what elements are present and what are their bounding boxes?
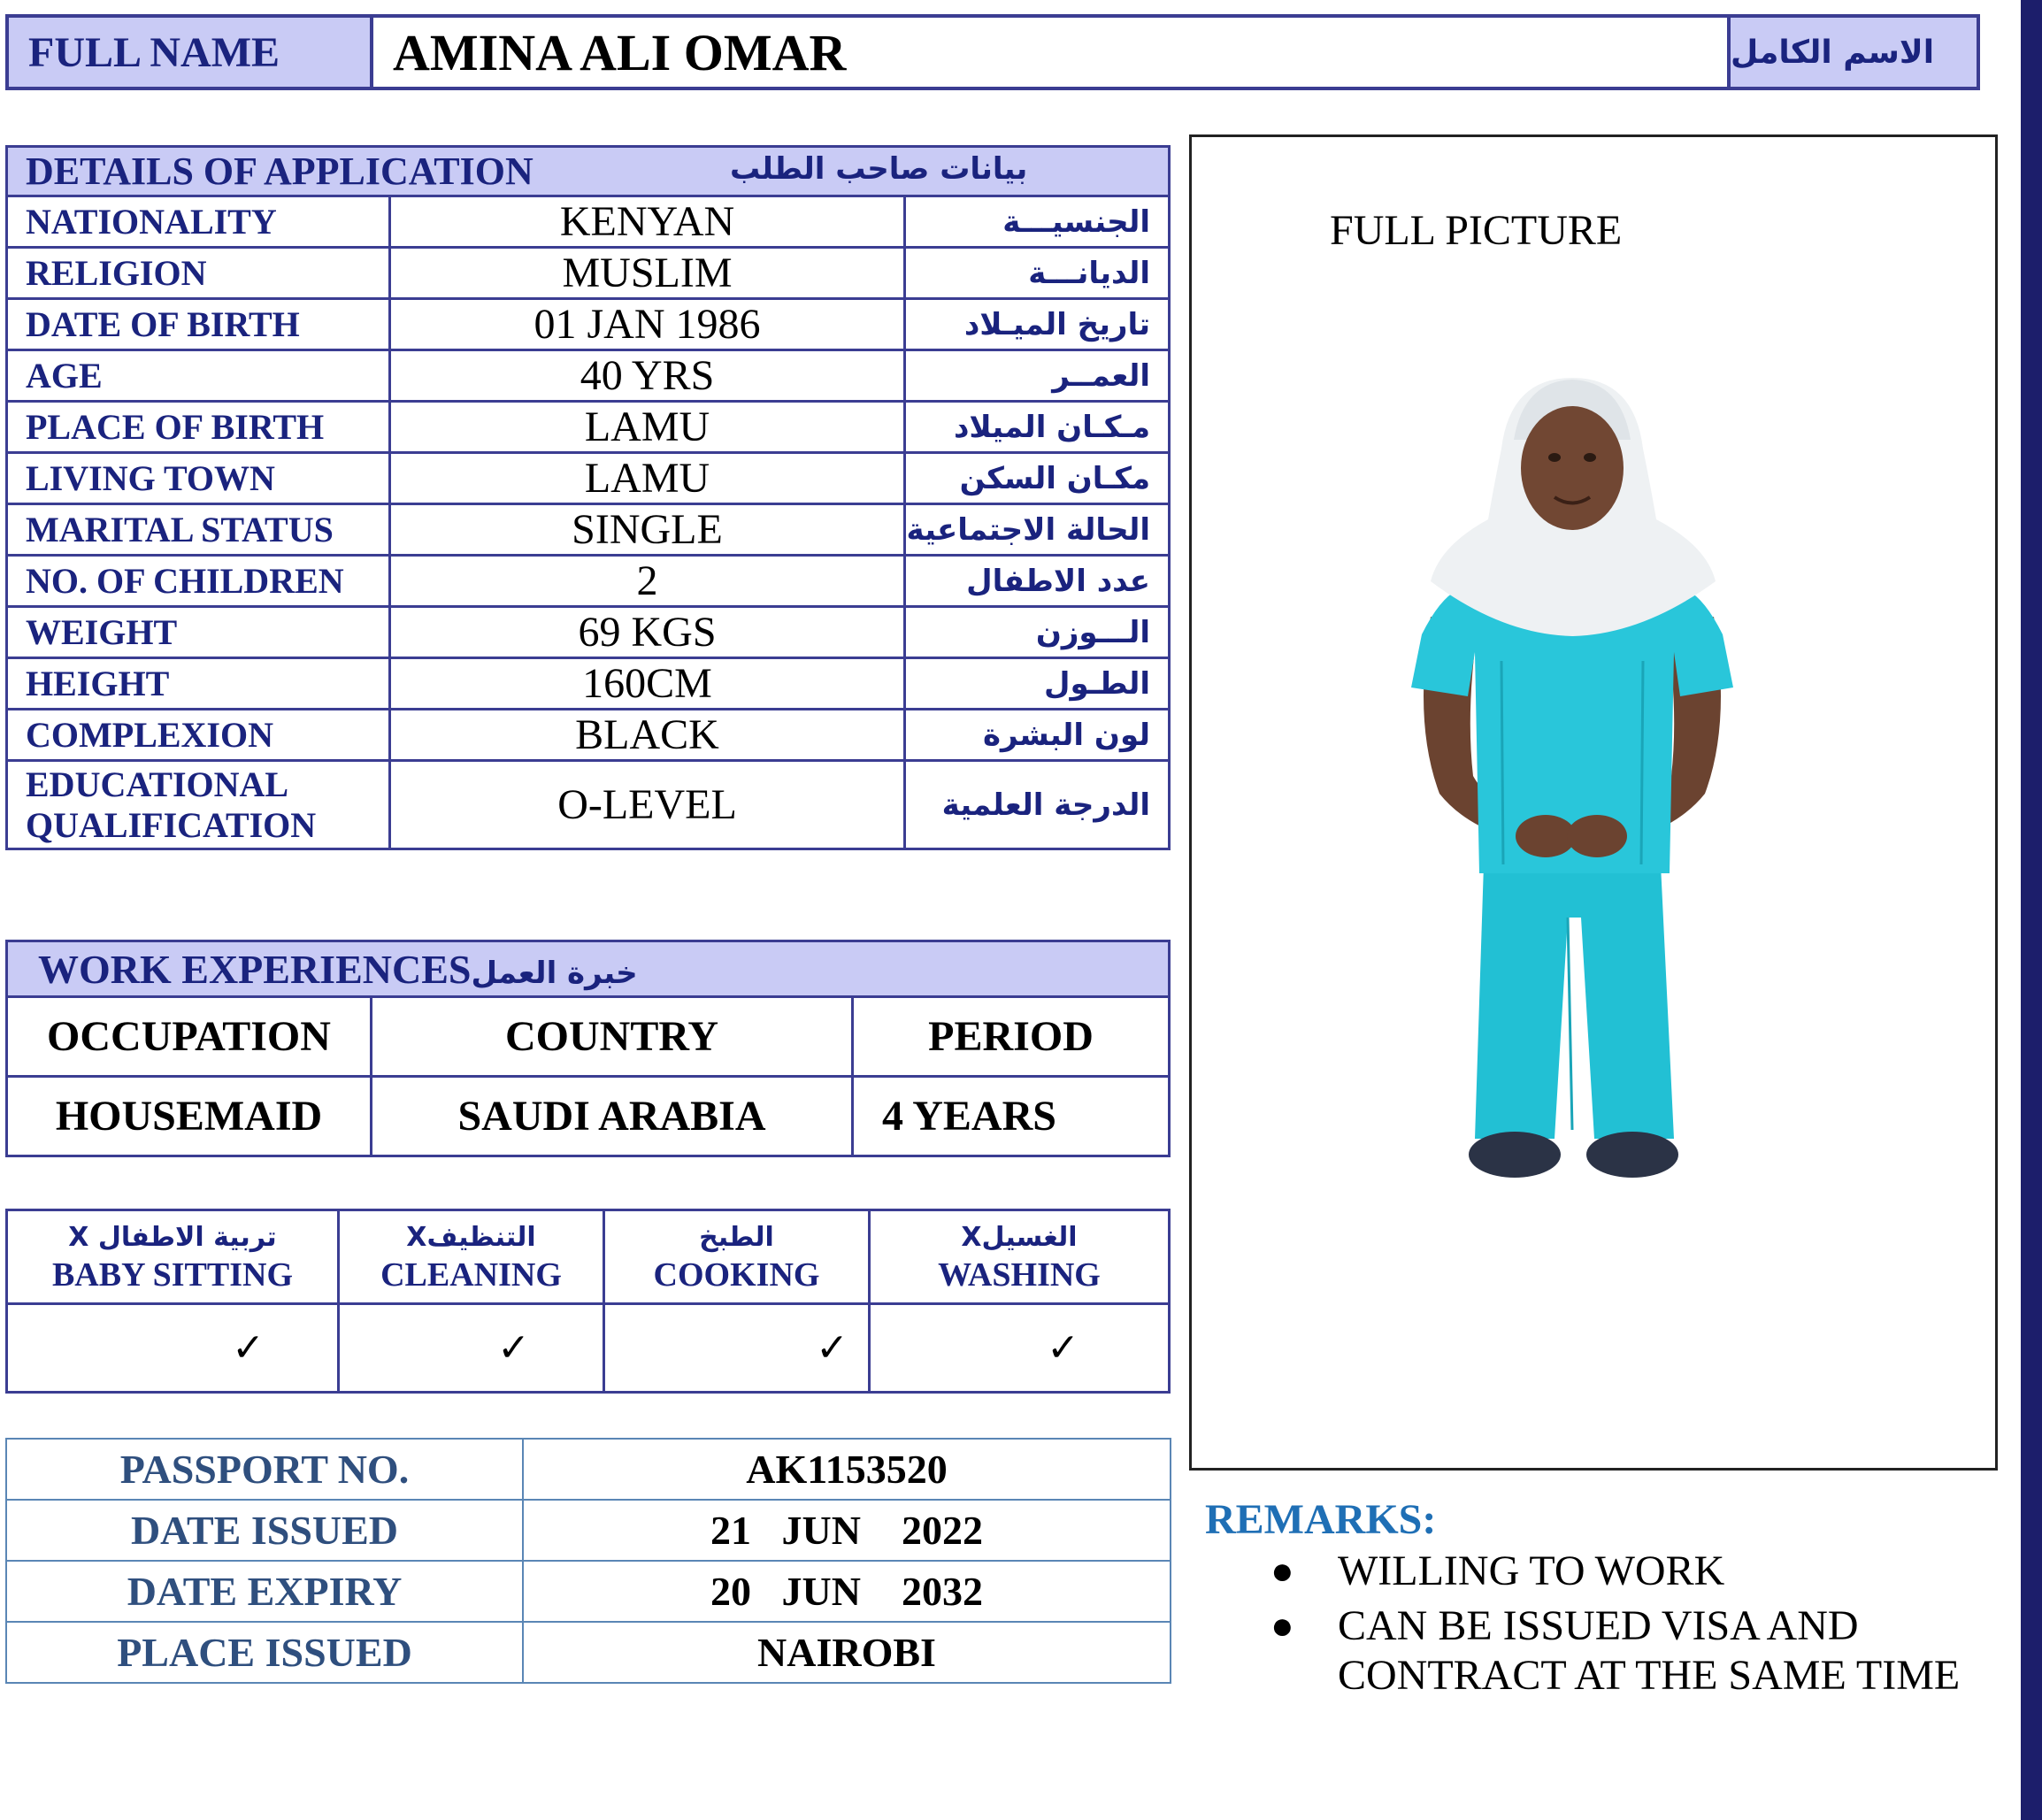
passport-table [5,1438,1171,1684]
passport-value: AK1153520 [523,1439,1171,1500]
skill-label: CLEANING [380,1256,562,1294]
passport-row [6,1500,1171,1561]
details-row [7,350,1170,402]
remarks-list [1246,1547,2024,1706]
detail-label-arabic: لون البشرة [905,710,1170,761]
work-country: SAUDI ARABIA [372,1077,853,1156]
checkmark-icon: ✓ [339,1304,604,1393]
detail-value: LAMU [390,402,905,453]
skills-check-row [7,1304,1170,1393]
work-experience-table [5,940,1171,1157]
detail-value: LAMU [390,453,905,504]
details-row [7,248,1170,299]
details-header [7,147,1170,196]
detail-label-arabic: مكـان السكن [905,453,1170,504]
remarks-text: CAN BE ISSUED VISA AND CONTRACT AT THE SAME TIME [1338,1602,1961,1699]
education-label-arabic: الدرجة العلمية [905,761,1170,849]
passport-row [6,1561,1171,1622]
education-label [7,761,390,849]
photo-caption: FULL PICTURE [1330,207,1623,254]
education-label-line2: QUALIFICATION [26,804,317,845]
remarks-title: REMARKS: [1205,1496,1437,1543]
work-header-occupation: OCCUPATION [7,997,372,1077]
passport-label: DATE ISSUED [6,1500,523,1561]
detail-label: LIVING TOWN [7,453,390,504]
checkmark-icon: ✓ [604,1304,870,1393]
full-name-label: FULL NAME [9,18,373,87]
full-name-row [5,14,1980,90]
work-occupation: HOUSEMAID [7,1077,372,1156]
remarks-text: WILLING TO WORK [1338,1547,1725,1594]
work-header [7,941,1170,997]
detail-label-arabic: تاريخ الميـلاد [905,299,1170,350]
passport-label: PASSPORT NO. [6,1439,523,1500]
checkmark-icon: ✓ [7,1304,339,1393]
detail-value: KENYAN [390,196,905,248]
detail-label-arabic: الحالة الاجتماعية [905,504,1170,556]
details-row-education [7,761,1170,849]
skill-label: COOKING [653,1256,820,1294]
detail-label: WEIGHT [7,607,390,658]
detail-value: 160CM [390,658,905,710]
detail-label: HEIGHT [7,658,390,710]
remarks-item [1246,1547,2024,1596]
full-name-label-arabic: الاسم الكامل [1727,18,1977,87]
details-row [7,658,1170,710]
details-row [7,607,1170,658]
skill-washing [870,1210,1170,1304]
remarks-item [1246,1601,2024,1701]
skill-arabic: Xالتنظيف [406,1221,536,1253]
details-table [5,145,1171,850]
detail-value: MUSLIM [390,248,905,299]
detail-value: BLACK [390,710,905,761]
skills-table [5,1209,1171,1394]
work-header-country: COUNTRY [372,997,853,1077]
detail-value: 2 [390,556,905,607]
detail-label-arabic: العمــر [905,350,1170,402]
applicant-photo [1404,369,1740,1192]
detail-label-arabic: الجنسيـــة [905,196,1170,248]
bullet-icon: ● [1270,1549,1294,1593]
detail-label: DATE OF BIRTH [7,299,390,350]
education-value: O-LEVEL [390,761,905,849]
detail-label: PLACE OF BIRTH [7,402,390,453]
skill-arabic: الطبخ [699,1221,774,1253]
detail-label: COMPLEXION [7,710,390,761]
detail-label-arabic: الـــوزن [905,607,1170,658]
skill-label: BABY SITTING [51,1256,294,1294]
skill-arabic: X تربية الاطفال [68,1221,277,1253]
passport-value: 20 JUN 2032 [523,1561,1171,1622]
detail-label: NO. OF CHILDREN [7,556,390,607]
work-title-arabic: خبرة العمل [471,955,638,991]
work-title: WORK EXPERIENCES [38,946,472,992]
detail-label: AGE [7,350,390,402]
checkmark-icon: ✓ [870,1304,1170,1393]
passport-row [6,1622,1171,1683]
details-row [7,504,1170,556]
details-title-arabic: بيانات صاحب الطلب [730,151,1028,187]
passport-label: PLACE ISSUED [6,1622,523,1683]
detail-value: 69 KGS [390,607,905,658]
details-title: DETAILS OF APPLICATION [26,150,534,193]
skills-header-row [7,1210,1170,1304]
skill-cleaning [339,1210,604,1304]
skill-label: WASHING [938,1256,1101,1294]
details-row [7,556,1170,607]
work-row [7,1077,1170,1156]
detail-value: 01 JAN 1986 [390,299,905,350]
skill-baby-sitting [7,1210,339,1304]
detail-label-arabic: عدد الاطفال [905,556,1170,607]
work-period: 4 YEARS [853,1077,1170,1156]
detail-label-arabic: الديانـــة [905,248,1170,299]
passport-label: DATE EXPIRY [6,1561,523,1622]
details-row [7,402,1170,453]
detail-label: MARITAL STATUS [7,504,390,556]
work-header-period: PERIOD [853,997,1170,1077]
details-row [7,196,1170,248]
detail-label-arabic: الطـول [905,658,1170,710]
work-column-headers [7,997,1170,1077]
detail-value: 40 YRS [390,350,905,402]
details-row [7,453,1170,504]
skill-arabic: Xالغسيل [961,1221,1078,1253]
passport-row [6,1439,1171,1500]
details-row [7,299,1170,350]
passport-value: NAIROBI [523,1622,1171,1683]
bullet-icon: ● [1270,1604,1294,1647]
detail-label-arabic: مـكـان الميلاد [905,402,1170,453]
detail-label: NATIONALITY [7,196,390,248]
full-picture-frame [1189,134,1998,1471]
detail-value: SINGLE [390,504,905,556]
detail-label: RELIGION [7,248,390,299]
passport-value: 21 JUN 2022 [523,1500,1171,1561]
skill-cooking [604,1210,870,1304]
full-name-value: AMINA ALI OMAR [393,23,847,81]
details-row [7,710,1170,761]
education-label-line1: EDUCATIONAL [26,764,289,804]
